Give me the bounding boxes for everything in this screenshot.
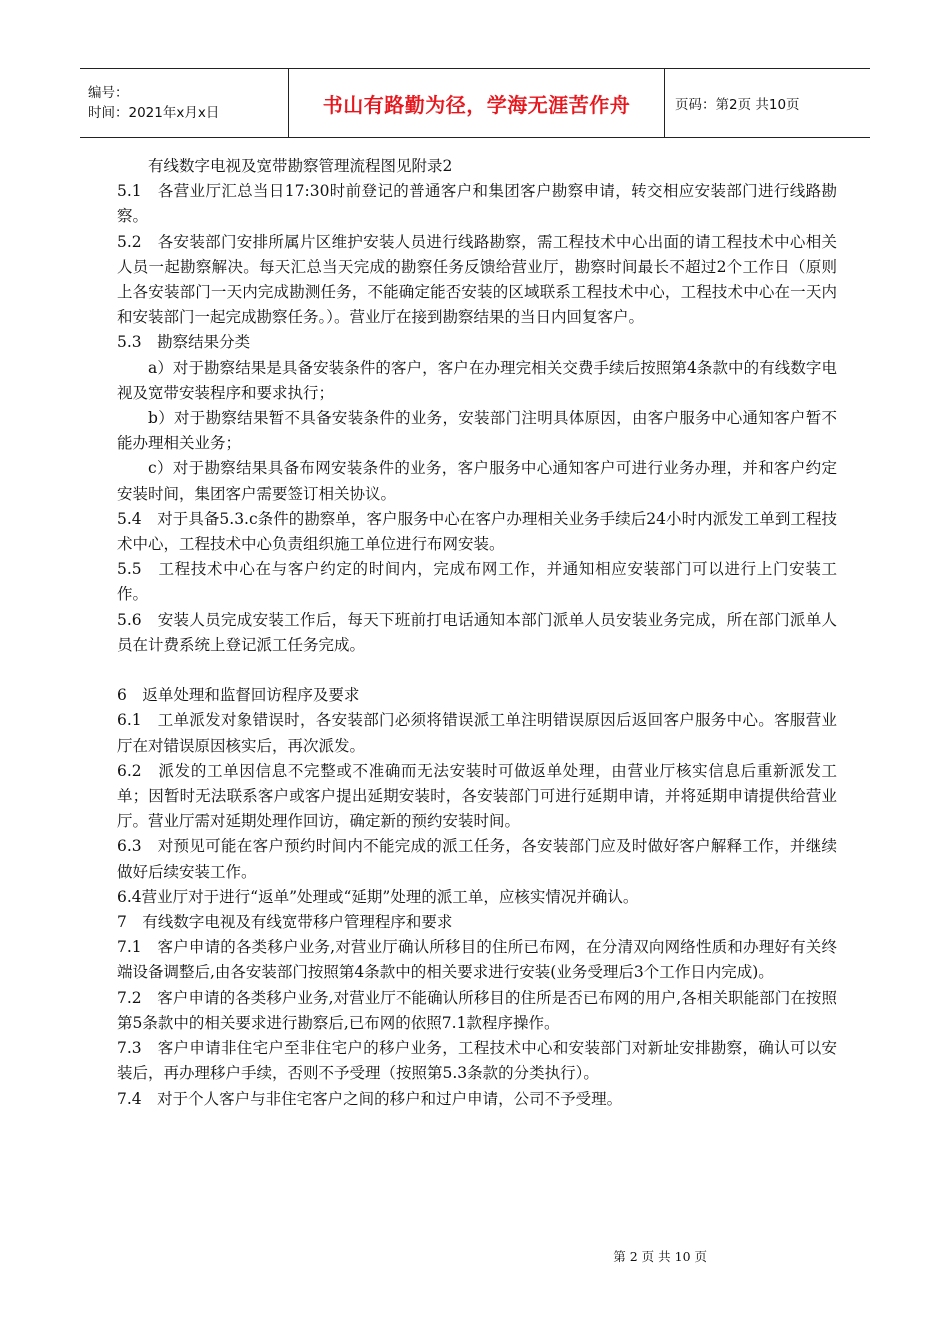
section-6-heading: 6 返单处理和监督回访程序及要求 (117, 686, 360, 705)
paragraph-7-2: 7.2 客户申请的各类移户业务,对营业厅不能确认所移目的住所是否已布网的用户,各相关职能部门在按照第5条款中的相关要求进行勘察后,已布网的依照7.1款程序操作。 (117, 988, 837, 1032)
section-7-heading: 7 有线数字电视及有线宽带移户管理程序和要求 (117, 913, 453, 932)
paragraph-6-4: 6.4营业厅对于进行“返单”处理或“延期”处理的派工单，应核实情况并确认。 (117, 887, 639, 906)
document-time-label: 时间：2021年x月x日 (88, 105, 220, 121)
footer-page-number: 第 2 页 共 10 页 (613, 1249, 707, 1264)
paragraph-5-4: 5.4 对于具备5.3.c条件的勘察单，客户服务中心在客户办理相关业务手续后24小时内派发工单到工程技术中心，工程技术中心负责组织施工单位进行布网安装。 (117, 509, 837, 554)
paragraph-5-6: 5.6 安装人员完成安装工作后，每天下班前打电话通知本部门派单人员安装业务完成，所在部门派单人员在计费系统上登记派工任务完成。 (117, 610, 837, 654)
document-body (117, 154, 837, 1112)
paragraph-6-3: 6.3 对预见可能在客户预约时间内不能完成的派工任务，各安装部门应及时做好客户解释工作，并继续做好后续安装工作。 (117, 837, 837, 881)
paragraph-7-4: 7.4 对于个人客户与非住宅客户之间的移户和过户申请，公司不予受理。 (117, 1089, 623, 1108)
paragraph-flowchart-ref: 有线数字电视及宽带勘察管理流程图见附录2 (148, 157, 453, 175)
header-page-cell (665, 69, 870, 137)
header-meta (80, 69, 289, 137)
paragraph-7-3: 7.3 客户申请非住宅户至非住宅户的移户业务，工程技术中心和安装部门对新址安排勘察，确认可以安装后，再办理移户手续，否则不予受理（按照第5.3条款的分类执行）。 (117, 1039, 837, 1083)
document-number-label: 编号： (88, 85, 129, 101)
paragraph-5-1: 5.1 各营业厅汇总当日17:30时前登记的普通客户和集团客户勘察申请，转交相应安装部门进行线路勘察。 (117, 182, 837, 226)
header-motto: 书山有路勤为径，学海无涯苦作舟 (322, 92, 631, 117)
paragraph-5-5: 5.5 工程技术中心在与客户约定的时间内，完成布网工作，并通知相应安装部门可以进行上门安装工作。 (117, 560, 837, 604)
header-motto-cell (289, 69, 665, 137)
paragraph-6-1: 6.1 工单派发对象错误时，各安装部门必须将错误派工单注明错误原因后返回客户服务中心。客服营业厅在对错误原因核实后，再次派发。 (117, 711, 837, 755)
page-footer (0, 1247, 950, 1265)
paragraph-6-2: 6.2 派发的工单因信息不完整或不准确而无法安装时可做返单处理，由营业厅核实信息后重新派发工单；因暂时无法联系客户或客户提出延期安装时，各安装部门可进行延期申请，并将延期申请提供给营业厅。营业厅需对延期处理作回访，确定新的预约安装时间。 (117, 761, 837, 831)
paragraph-5-3-a: a）对于勘察结果是具备安装条件的客户，客户在办理完相关交费手续后按照第4条款中的有线数字电视及宽带安装程序和要求执行； (117, 358, 837, 402)
paragraph-5-3-b: b）对于勘察结果暂不具备安装条件的业务，安装部门注明具体原因，由客户服务中心通知客户暂不能办理相关业务； (117, 409, 837, 453)
page-header (80, 68, 870, 138)
blank-line (117, 658, 837, 683)
header-page-number: 页码：第2页 共10页 (675, 97, 800, 113)
paragraph-7-1: 7.1 客户申请的各类移户业务,对营业厅确认所移目的住所已布网，在分清双向网络性质和办理好有关终端设备调整后,由各安装部门按照第4条款中的相关要求进行安装(业务受理后3个工作日内完成)。 (117, 938, 837, 982)
paragraph-5-3: 5.3 勘察结果分类 (117, 333, 251, 352)
paragraph-5-3-c: c）对于勘察结果具备布网安装条件的业务，客户服务中心通知客户可进行业务办理，并和客户约定安装时间，集团客户需要签订相关协议。 (117, 459, 837, 503)
paragraph-5-2: 5.2 各安装部门安排所属片区维护安装人员进行线路勘察，需工程技术中心出面的请工程技术中心相关人员一起勘察解决。每天汇总当天完成的勘察任务反馈给营业厅，勘察时间最长不超过2个工作日（原则上各安装部门一天内完成勘测任务，不能确定能否安装的区域联系工程技术中心，工程技术中心在一天内和安装部门一起完成勘察任务。）。营业厅在接到勘察结果的当日内回复客户。 (117, 232, 837, 327)
